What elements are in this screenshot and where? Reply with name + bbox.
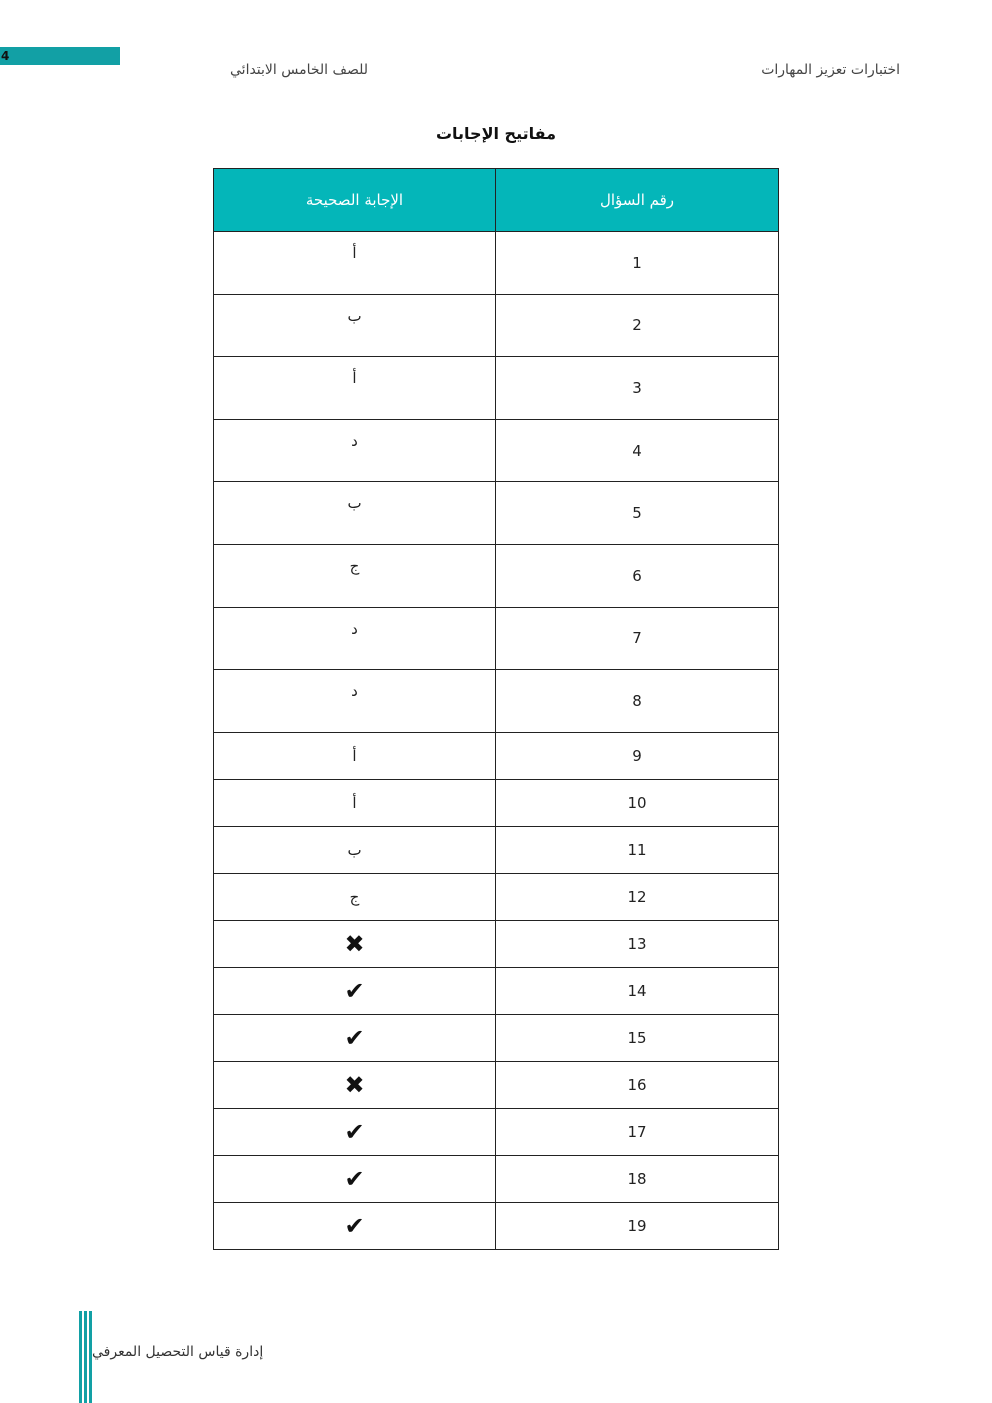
question-number-cell: 3: [496, 357, 779, 420]
table-row: [214, 967, 779, 1014]
question-number-cell: 11: [496, 826, 779, 873]
check-icon: ✔: [344, 1117, 365, 1146]
table-row: [214, 1108, 779, 1155]
question-number-cell: 17: [496, 1108, 779, 1155]
answer-key-table: [213, 168, 779, 1250]
question-number-cell: 15: [496, 1014, 779, 1061]
question-number-cell: 7: [496, 607, 779, 670]
answer-cell: [214, 826, 496, 873]
table-row: [214, 232, 779, 295]
answer-letter: د: [351, 431, 358, 450]
table-row: [214, 1155, 779, 1202]
answer-cell: [214, 670, 496, 733]
header-correct-answer: الإجابة الصحيحة: [214, 169, 496, 232]
answer-cell: [214, 732, 496, 779]
header-series-title: اختبارات تعزيز المهارات: [761, 62, 900, 78]
footer-bar: [79, 1311, 82, 1403]
table-row: [214, 1202, 779, 1249]
question-number-cell: 2: [496, 294, 779, 357]
question-number-cell: 19: [496, 1202, 779, 1249]
check-icon: ✔: [344, 1211, 365, 1240]
table-row: [214, 873, 779, 920]
answer-letter: د: [351, 619, 358, 638]
question-number-cell: 16: [496, 1061, 779, 1108]
answer-cell: [214, 607, 496, 670]
check-icon: ✔: [344, 976, 365, 1005]
question-number-cell: 18: [496, 1155, 779, 1202]
table-row: [214, 1014, 779, 1061]
table-row: [214, 294, 779, 357]
answer-cell: [214, 232, 496, 295]
table-row: [214, 607, 779, 670]
table-row: [214, 419, 779, 482]
question-number-cell: 6: [496, 544, 779, 607]
answer-letter: ج: [349, 556, 360, 575]
page-number: 4: [1, 49, 10, 63]
answer-cell: [214, 1014, 496, 1061]
answer-cell: [214, 779, 496, 826]
table-row: [214, 826, 779, 873]
footer-bars: [79, 1311, 93, 1403]
question-number-cell: 5: [496, 482, 779, 545]
answer-cell: [214, 544, 496, 607]
answer-cell: [214, 873, 496, 920]
table-row: [214, 357, 779, 420]
page-tab: [0, 47, 120, 65]
table-row: [214, 670, 779, 733]
answer-letter: د: [351, 682, 358, 701]
question-number-cell: 12: [496, 873, 779, 920]
cross-icon: ✖: [344, 929, 365, 958]
answer-cell: [214, 920, 496, 967]
answer-cell: [214, 1061, 496, 1108]
table-row: [214, 482, 779, 545]
answer-letter: أ: [352, 746, 357, 765]
check-icon: ✔: [344, 1164, 365, 1193]
page-title: مفاتيح الإجابات: [435, 124, 557, 143]
question-number-cell: 1: [496, 232, 779, 295]
footer-bar: [84, 1311, 87, 1403]
answer-cell: [214, 419, 496, 482]
header-grade-label: للصف الخامس الابتدائي: [230, 62, 369, 78]
table-header-row: [214, 169, 779, 232]
check-icon: ✔: [344, 1023, 365, 1052]
header-question-number: رقم السؤال: [496, 169, 779, 232]
question-number-cell: 8: [496, 670, 779, 733]
answer-cell: [214, 294, 496, 357]
table-row: [214, 779, 779, 826]
answer-letter: ج: [349, 887, 360, 906]
question-number-cell: 9: [496, 732, 779, 779]
cross-icon: ✖: [344, 1070, 365, 1099]
table-row: [214, 544, 779, 607]
answer-letter: أ: [352, 244, 357, 262]
answer-letter: أ: [352, 369, 357, 388]
answer-letter: أ: [352, 793, 357, 812]
answer-letter: ب: [347, 840, 362, 859]
answer-letter: ب: [347, 494, 362, 513]
answer-cell: [214, 967, 496, 1014]
table-row: [214, 732, 779, 779]
table-row: [214, 1061, 779, 1108]
footer-department: إدارة قياس التحصيل المعرفي: [92, 1344, 264, 1360]
answer-cell: [214, 357, 496, 420]
question-number-cell: 4: [496, 419, 779, 482]
answer-letter: ب: [347, 306, 362, 325]
answer-cell: [214, 1202, 496, 1249]
question-number-cell: 13: [496, 920, 779, 967]
answer-cell: [214, 1108, 496, 1155]
answer-cell: [214, 1155, 496, 1202]
answer-cell: [214, 482, 496, 545]
table-row: [214, 920, 779, 967]
question-number-cell: 10: [496, 779, 779, 826]
question-number-cell: 14: [496, 967, 779, 1014]
